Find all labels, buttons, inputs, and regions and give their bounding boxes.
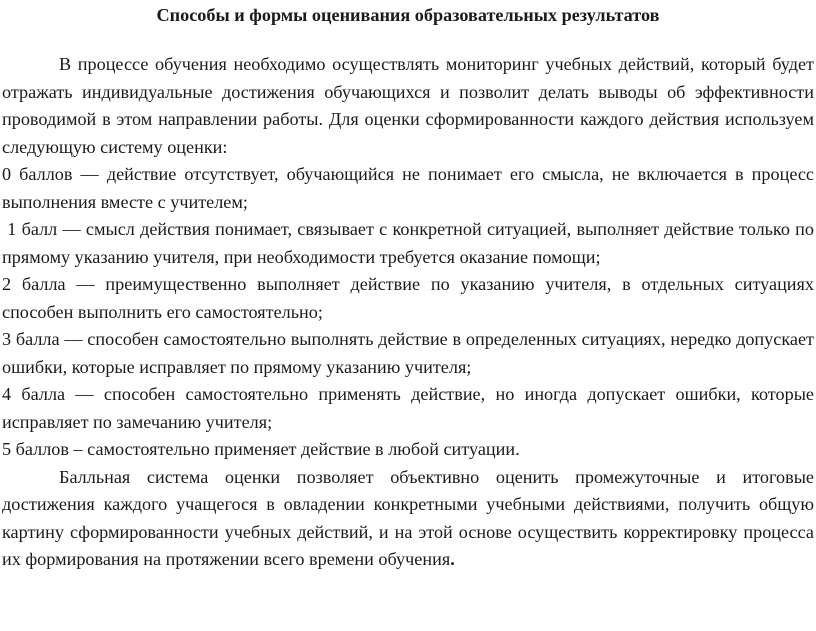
document-title: Способы и формы оценивания образовательных результатов (156, 5, 660, 25)
scale-item-4: 4 балла — способен самостоятельно применять действие, но иногда допускает ошибки, которые исправляет по замечанию учителя; (2, 384, 814, 432)
scale-item-2: 2 балла — преимущественно выполняет действие по указанию учителя, в отдельных ситуациях способен выполнить его самостоятельно; (2, 274, 814, 322)
scale-item-5: 5 баллов – самостоятельно применяет действие в любой ситуации. (2, 439, 520, 459)
scale-item-3: 3 балла — способен самостоятельно выполнять действие в определенных ситуациях, нередко допускает ошибки, которые исправляет по прямому указанию учителя; (2, 329, 814, 377)
scale-item-1: 1 балл — смысл действия понимает, связывает с конкретной ситуацией, выполняет действие только по прямому указанию учителя, при необходимости требуется оказание помощи; (2, 219, 815, 267)
conclusion-text: Балльная система оценки позволяет объективно оценить промежуточные и итоговые достижения каждого учащегося в овладении конкретными учебными действиями, получить общую картину сформированности учебных действий, и на этой основе осуществить корректировку процесса их формирования на протяжении всего времени обучения (2, 466, 814, 569)
conclusion-paragraph (2, 464, 814, 574)
grading-scale-list (2, 161, 814, 464)
scale-item-0: 0 баллов — действие отсутствует, обучающийся не понимает его смысла, не включается в процесс выполнения вместе с учителем; (2, 164, 814, 212)
intro-paragraph: В процессе обучения необходимо осуществлять мониторинг учебных действий, который будет отражать индивидуальные достижения обучающихся и позволит делать выводы об эффективности проводимой в этом направлении работы. Для оценки сформированности каждого действия используем следующую систему оценки: (2, 54, 814, 157)
conclusion-period: . (450, 549, 455, 569)
